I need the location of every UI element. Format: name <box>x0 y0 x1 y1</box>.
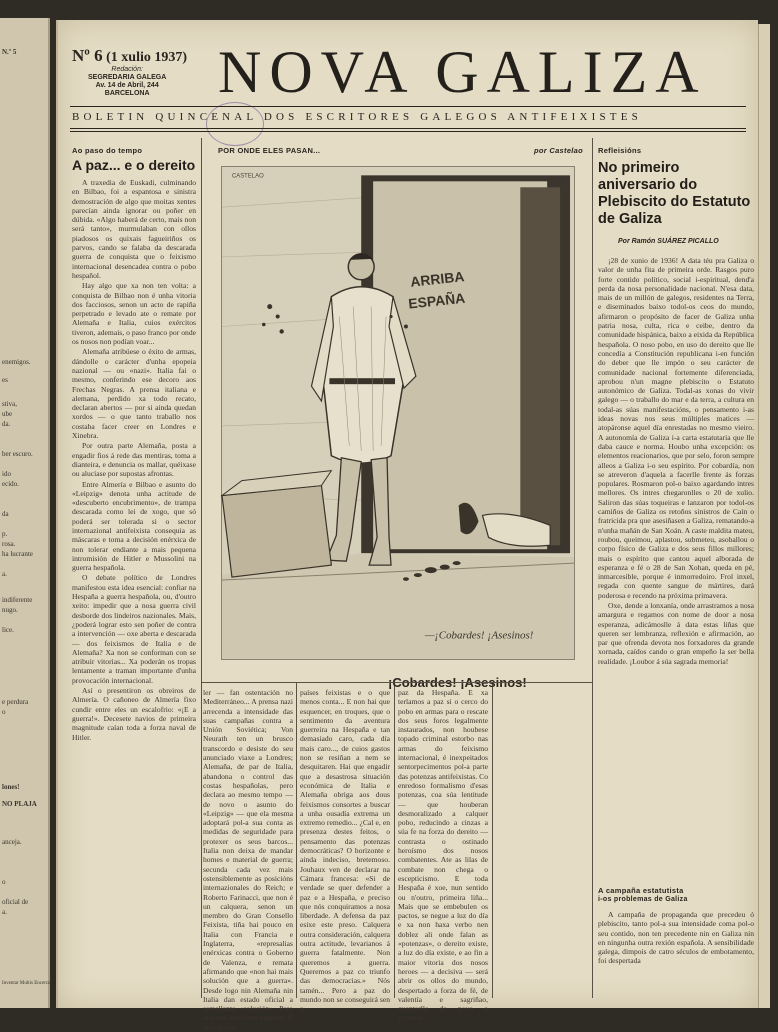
prev-fragment: lice. <box>2 626 14 634</box>
paragraph: A traxedia de Euskadi, culminando en Bilbao, foi a espantosa e sinistra demostración de algo que moitas xentes parecían ainda ignorar ou poñer en dúbida. «Algo haberá de certo, mais non será tanto», murmulaban con ollos piadosos os quixais fagueiriños os parvos, cando se falaba da descarada guerra de conquista que o feixismo internacional desencadea contra o pobo hespañol. <box>72 178 196 280</box>
center-column-3 <box>398 688 488 1023</box>
center-column-1 <box>203 688 293 1032</box>
left-kicker: Ao paso do tempo <box>72 146 143 155</box>
right-headline: Nο primeiro aniversario do Plebiscito do Estatuto de Galiza <box>598 160 751 227</box>
masthead-rule <box>70 106 746 107</box>
left-headline: A paz... e o dereito <box>72 157 196 173</box>
illustration-caption: ¡Cobardes! ¡Asesinos! <box>388 675 527 690</box>
left-article-body <box>72 178 196 990</box>
redaccion-line: Av. 14 de Abril, 244 <box>95 82 159 89</box>
masthead-rule-double <box>70 131 746 132</box>
prev-fragment: NO PLAJA <box>2 800 37 808</box>
page-stack-edge <box>758 24 770 1008</box>
prev-fragment: ha lucrante <box>2 550 33 558</box>
illustration-credit: por Castelao <box>534 146 584 155</box>
paragraph: ¡28 de xunio de 1936! A data téu pra Galiza o valor de unha fita de primeira orde. Rasgos puro forte contido político, social i-espiritual, dend'a perda da nosa personalidade nacional. N'esa data, mais de un millón de galegos, residentes na Terra, e diseminados baixo todol-os ceos do mundo, afirmaron o propósito de facer de Galiza unha patria nosa, culta, rica e ceibe, dentro da comunidade hispánica, baixo a eixida da República hespañola. O noso pobo, en uso do dereito que lle concedía a Constitución republicana i-en función do deber que lle impón o seu carácter de comunidade nacional fortemente diferenciada, aprobou n'un magne plebiscito o Estatuto autonómico de Galiza. Todal-as xonas do vivir galego — o traballo do mar e da terra, a cultura en todal-as súas manifestacións, o pensamento i-as ideas novas nos seus múltiples matices — atopáronse aquel día enrestadas no mesmo vieiro. A autonomía de Galiza i-a carta estatutaria que lle daba cauce e norma. Houbo unha excepción: os elementos reacionarios, que por selo, foron sempre alleos a Galiza i-o seu espírito. Por cobardía, non se atreveron d'aquela a facerlle frente ás forzas populares. Rosmaron pol-o baixo agardando intres mellores. Os intres chegaronlles o 20 de xulio. Saliron das súas toqueiras e lanzaron por todol-os camiños de Galiza os retoños sinistros de Caín o fratricida pra que asesiñasen a Galiza, rematando-a n'unha mañán de San Xoán. A caste maldita mateu, roubou, queimou, aplastou, submeteu, asoballou o corpo físico de Galiza e dos seus fillos millores; mais o espírito que cantou aquel alborada de esperanza e fé o 28 de San Xohan, queda en pé, inmarcesible, porque é inmorredoiro. Frol inxel, regada con quente sangue de mártires, dará poderosa e recendo na próxima primavera. <box>598 256 754 600</box>
prev-fragment: rosa. <box>2 540 16 548</box>
paragraph: Así o presentiron os obreiros de Almería. O cañoneo de Almería fixo cundir entre eles un escalofrio: «¡E a guerra!». Decesete navios de primeira magnitude caían toda a forza naval de Hitler. <box>72 686 196 742</box>
prev-fragment: e perdura <box>2 698 29 706</box>
column-divider <box>201 138 202 998</box>
column-divider <box>296 682 297 998</box>
column-divider <box>492 682 493 998</box>
illustration-signature: CASTELAO <box>231 173 264 180</box>
right-article-body <box>598 256 754 878</box>
prev-fragment: o <box>2 878 6 886</box>
prev-fragment: indiferente <box>2 596 33 604</box>
newspaper-page <box>56 20 758 1032</box>
right-kicker: Refleisións <box>598 146 642 155</box>
paragraph: Por outra parte Alemaña, posta a engadir fios á rede das mentiras, toma a dianteira, e denuncia os mallar, quéixase ou aluciase por supostas afrontas. <box>72 441 196 479</box>
right-sub-article-body <box>598 910 754 996</box>
illustration-caption-handwritten: —¡Cobardes! ¡Asesinos! <box>424 629 534 642</box>
newspaper-title: NOVA GALIZA <box>218 39 707 105</box>
right-sub-kicker-2: i-os problemas de Galiza <box>598 896 688 903</box>
prev-fragment: da. <box>2 420 11 428</box>
paragraph: Entre Almería e Bilbao e asunto do «Leipzig» denota unha actitude de «descuberto encubrimento», de trampa descarada como lei de xogo, que só poderá ser tolerada si o sector internazional antifeixista consequia as máscaras e toma a decisión enérxica de non tolerar endiante a mais pequena intromisión de Hitler e Mussolini na guerra hespañola. <box>72 479 196 573</box>
column-divider <box>394 682 395 998</box>
prev-fragment: a. <box>2 570 7 578</box>
paragraph: ler — fan ostentación no Mediterráneo... A prensa nazi arrecenda a intensidade das suas campañas contra a Unión Soviética; Von Neurath ten un brusco transcordo e desiste do seu anunciado viaxe a Londres; Alemaña, de par de Italia, abandona o control das costas hespañolas, pero declara ao mesmo tempo — de novo o asunto do «Leipzig» — que ela mesma adoptará pol-a sua conta as medidas de seguridade para protexer os seus barcos... Italia non deixa de mandar homes e material de guerra; secunda cada vez mais ostensiblemente as posicións internazionales do Reich; e Roberto Farinacci, que non é un calquera, senon un membro do Gran Consello Feixista, tiña hai pouco en Italia con Francia e Inglaterra, «represalias enérxicas contra o Goberno de Valenza, e remata afirmando que «non hai mais solución que a guerra». Desde logo nin Alemaña nin Italia dan estado oficial a semellante «solución». Pero non nos deixemos enganar. O oficial nos <box>203 688 293 1032</box>
prev-fragment: stiva, <box>2 400 17 408</box>
redaccion-line: SEGREDARIA GALEGA <box>88 74 167 81</box>
prev-fragment: enemigos. <box>2 358 31 366</box>
paragraph: O debate político de Londres manifestou esta idea esencial: confiar na Hespaña a guerra hespañola, ou, d'outro xeito: impedir que a nosa guerra civil desborde dos lindeiros nazionales. Mais, ¿poderá lograr esto sen poñer de contra a intervención — oxe aberta e descarada — dos feixismos de Italia e de Alemaña? Xa non se conforman con se atribuir vitorias... Xa poderán os tropas lentamente a traman importante d'unha provocación internacional. <box>72 573 196 685</box>
redaccion-block <box>88 66 166 98</box>
newspaper-subtitle: BOLETIN QUINCENAL DOS ESCRITORES GALEGOS ANTIFEIXISTES <box>72 111 642 123</box>
issue-info <box>72 46 187 66</box>
previous-page-edge <box>0 18 50 1008</box>
prev-fragment: es <box>2 376 8 384</box>
prev-fragment: ube <box>2 410 13 418</box>
masthead-rule-bottom <box>70 128 746 129</box>
redaccion-label: Redación: <box>111 66 143 73</box>
prev-fragment: ber escuro. <box>2 450 33 458</box>
prev-fragment: da <box>2 510 9 518</box>
right-byline: Por Ramón SUÁREZ PICALLO <box>618 238 719 245</box>
issue-date: (1 xulio 1937) <box>106 50 188 65</box>
center-column-2 <box>300 688 390 1014</box>
prev-fragment: ido <box>2 470 11 478</box>
prev-fragment: lones! <box>2 783 20 791</box>
prev-fragment: p. <box>2 530 8 538</box>
issue-number: Nº 6 <box>72 46 103 65</box>
paragraph: paz da Hespaña. E xa terlamos a paz si o cerco do pobo en armas para o rescate dos seus foros legalmente instaurados, non houbese topado criminal estorbo nas armas do feixismo internacional, é inexpeitados sentorpecimentos pol-a parte das potenzas antifeixistas. Co enredoso formalismo d'esas potenzas, coa súa lentitude — que houberan desmoralizado a calquer pobo, reducindo a cinzas a súa fe na forza do dereito — contrasta o ostinado heroísmo dos nosos combatentes. Ate as lilas de combate non chega o escepticismo. E toda Hespaña é xoe, nun sentido ou n'outro, primeira liña... Mais que se embebulen os pactos, se negue a luz do día e xa non haxa verbo nen doblez ali onde falan as «potenzas», o dereito existe, a luz do día existe, e ao fin a maior vitoria dos nosos heroes — a decisiva — será abrir os ollos do mundo, despertado a forza de fé, de valentía e sagriñao, quentarlle de novo o corazón... <box>398 688 488 1023</box>
prev-fragment: Inventar Multis Encerrar <box>2 981 52 986</box>
center-kicker: POR ONDE ELES PASAN... <box>218 146 321 155</box>
paragraph: Hay algo que xa non ten volta: a conquista de Bilbao non é unha vitoria dos facciosos, senon un acto de rapiña perpetrado e levado ate o remate por Alemaña e Italia, cuios exércitos tiveron, ademais, o paso franco por onde os nosos non podían voar... <box>72 281 196 347</box>
wall-graffiti-line2: ESPAÑA <box>407 289 466 312</box>
paragraph: Oxe, dende a lonxanía, onde arrastramos a nosa amargura e regamos con nome de door a nosa esperanza, adicámoslle á data estas liñas que queren ser lembranza, reflexión e afirmación, ao par que ofrenda devota nos forxadores da grande xornada, caídos cando o gran empeño la ser bella realidade. ¡Loubor á súa sagrada memoria! <box>598 600 754 666</box>
prev-fragment: N.º 5 <box>2 48 17 56</box>
paragraph: Alemaña atribúese o éxito de armas, dándolle o carácter d'unha epopeia nazional — ou «nazi». Italia fai o mesmo, conferindo ese decoro aos Frechas Negras. A prensa italiana e alemana, perdido xa todo recato, declaran abertos — por si ainda quedan xordos — o que tanto traballo nos costaba facer creer en Londres e Xinebra. <box>72 347 196 441</box>
prev-fragment: anceja. <box>2 838 22 846</box>
prev-fragment: nugo. <box>2 606 18 614</box>
prev-fragment: ecido. <box>2 480 19 488</box>
prev-fragment: a. <box>2 908 7 916</box>
castelao-illustration <box>221 166 575 660</box>
library-stamp <box>206 102 264 146</box>
right-sub-kicker: A campaña estatutista <box>598 886 684 895</box>
prev-fragment: o <box>2 708 6 716</box>
prev-fragment: oficial de <box>2 898 29 906</box>
center-rule <box>201 682 592 683</box>
paragraph: países feixistas e o que menos conta... E non hai que esquencer, en troques, que o sentimento da aventura guerreira na Hespaña e tan demasiado caro, cada día mais caro..., de cuios gastos non se resiñan a nem se desquitaren. Hai que engadir que a desastrosa situación económica de Italia e Alemaña obriga aos dous feixismos consortes a buscar a unha ousadía extrema un extremo remedio... ¿Cal e, en presenza destes feitos, o pensamento das potenzas democráticas? O horizonte e ainda indeciso, bretemoso. Jouhaux ven de declarar na Cámara francesa: «Si de verdade se quer defender a paz e a Hespaña, e preciso que nós conquiramos a nosa liberdade. A defensa da paz esixe este preso. Calquera outra consideración, calquera outra actitude, levarianos á guerra fatalmente. Non queremos a guerra. Queremos a paz co triunfo das democracias.» Nós tamén... Pero a paz do mundo non se conseguirá sen a <box>300 688 390 1014</box>
paragraph: A campaña de propaganda que precedeu ó plebiscito, tanto pol-a sua intensidade coma pol-o seu contido, non ten precedente nin en Galiza nin en ningunha outra rexión española. A sensibilidade galega, dimpois de catro séculos de embotamento, foi despertada <box>598 910 754 966</box>
wall-graffiti-line1: ARRIBA <box>409 268 466 290</box>
redaccion-line: BARCELONA <box>104 90 150 97</box>
column-divider <box>592 138 593 998</box>
